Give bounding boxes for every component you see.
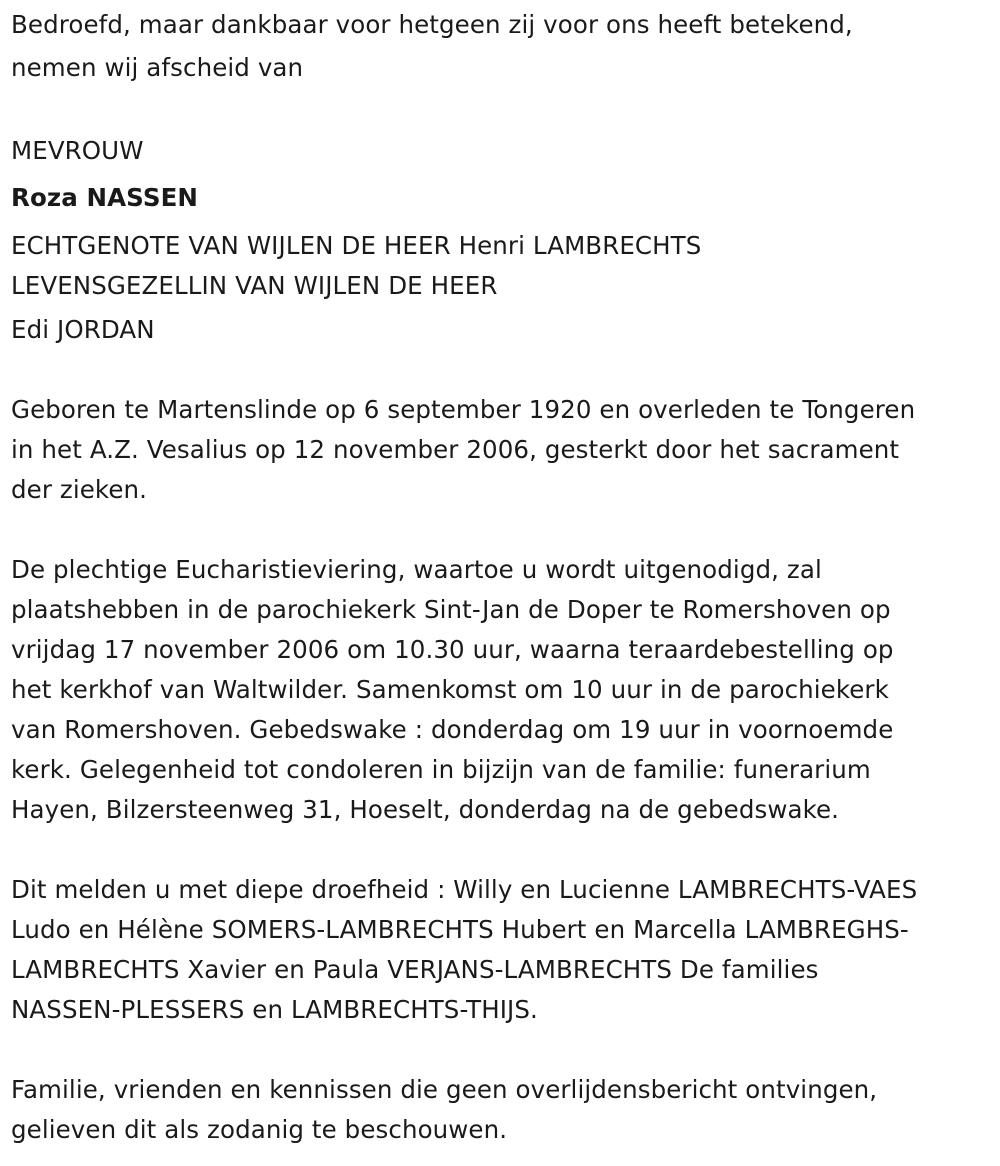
family-line: Dit melden u met diepe droefheid : Willy en Lucienne LAMBRECHTS-VAES — [11, 875, 918, 904]
spacer — [11, 76, 996, 126]
relation-line: LEVENSGEZELLIN VAN WIJLEN DE HEER — [11, 271, 498, 300]
closing-paragraph — [11, 1070, 996, 1150]
birth-death-paragraph — [11, 390, 996, 510]
spacer — [11, 830, 996, 870]
ceremony-line: van Romershoven. Gebedswake : donderdag om 19 uur in voornoemde — [11, 715, 894, 744]
honorific: MEVROUW — [11, 136, 144, 165]
death-notice — [11, 0, 996, 1150]
ceremony-line: het kerkhof van Waltwilder. Samenkomst om 10 uur in de parochiekerk — [11, 675, 889, 704]
closing-line: gelieven dit als zodanig te beschouwen. — [11, 1115, 508, 1144]
birth-death-line: in het A.Z. Vesalius op 12 november 2006, gesterkt door het sacrament — [11, 435, 900, 464]
family-paragraph — [11, 870, 996, 1030]
spacer — [11, 350, 996, 390]
spacer — [11, 1030, 996, 1070]
ceremony-paragraph — [11, 550, 996, 830]
ceremony-line: Hayen, Bilzersteenweg 31, Hoeselt, donderdag na de gebedswake. — [11, 795, 840, 824]
birth-death-line: Geboren te Martenslinde op 6 september 1920 en overleden te Tongeren — [11, 395, 916, 424]
birth-death-line: der zieken. — [11, 475, 148, 504]
spacer — [11, 510, 996, 550]
family-line: NASSEN-PLESSERS en LAMBRECHTS-THIJS. — [11, 995, 538, 1024]
intro-line: nemen wij afscheid van — [11, 53, 304, 82]
intro-paragraph — [11, 0, 996, 82]
family-line: LAMBRECHTS Xavier en Paula VERJANS-LAMBRECHTS De families — [11, 955, 819, 984]
ceremony-line: plaatshebben in de parochiekerk Sint-Jan de Doper te Romershoven op — [11, 595, 891, 624]
closing-line: Familie, vrienden en kennissen die geen overlijdensbericht ontvingen, — [11, 1075, 878, 1104]
relation-line: Edi JORDAN — [11, 315, 155, 344]
relations-block — [11, 222, 996, 350]
family-line: Ludo en Hélène SOMERS-LAMBRECHTS Hubert en Marcella LAMBREGHS- — [11, 915, 909, 944]
ceremony-line: kerk. Gelegenheid tot condoleren in bijzijn van de familie: funerarium — [11, 755, 871, 784]
intro-line: Bedroefd, maar dankbaar voor hetgeen zij voor ons heeft betekend, — [11, 10, 853, 39]
ceremony-line: vrijdag 17 november 2006 om 10.30 uur, waarna teraardebestelling op — [11, 635, 894, 664]
relation-line: ECHTGENOTE VAN WIJLEN DE HEER Henri LAMBRECHTS — [11, 231, 702, 260]
deceased-name: Roza NASSEN — [11, 183, 199, 212]
ceremony-line: De plechtige Eucharistieviering, waartoe u wordt uitgenodigd, zal — [11, 555, 822, 584]
